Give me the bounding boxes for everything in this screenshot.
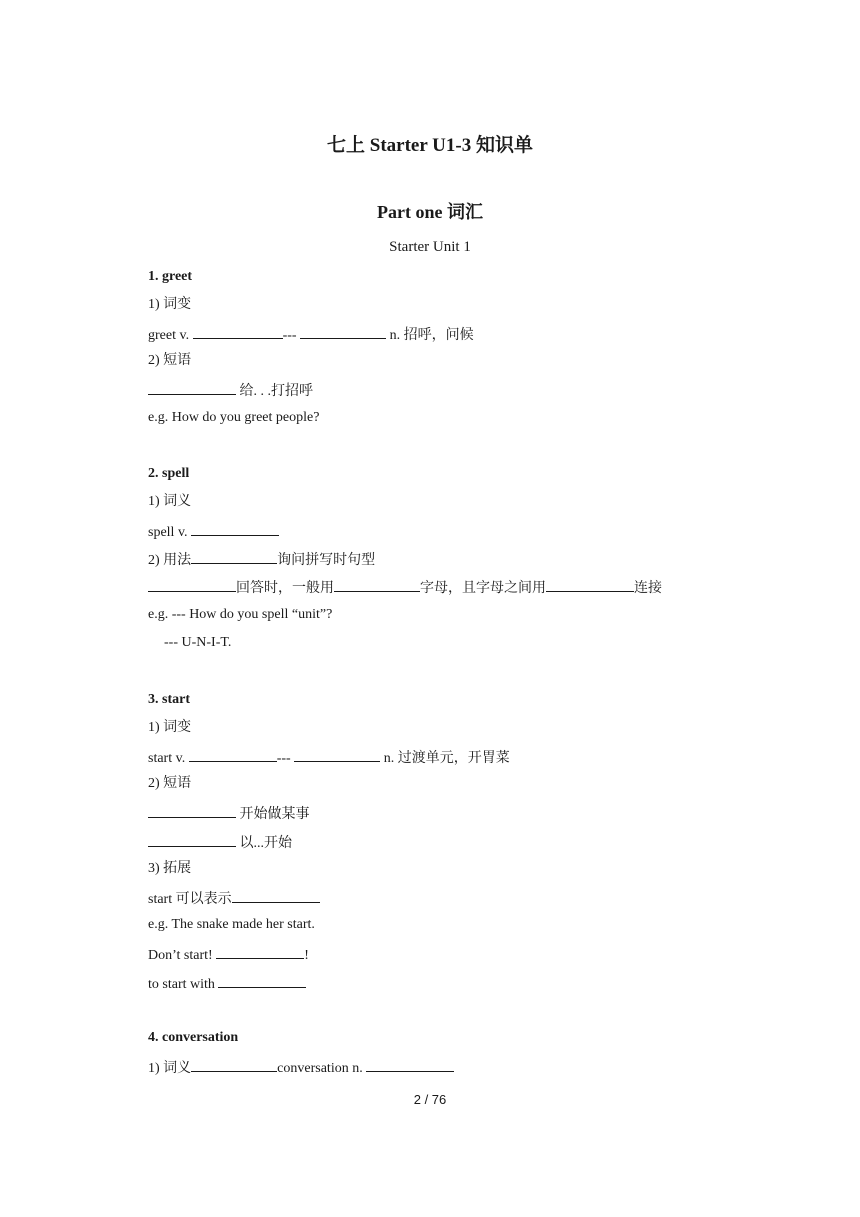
answer-blank[interactable] (148, 834, 236, 847)
subheading: 1) 词义 (148, 1061, 192, 1076)
answer-blank[interactable] (189, 749, 277, 762)
answer-blank[interactable] (191, 551, 277, 564)
separator: --- (276, 751, 291, 766)
answer-blank[interactable] (191, 523, 279, 536)
subheading: 2) 用法 (148, 553, 192, 568)
section-heading-greet: 1. greet (148, 269, 193, 284)
phrase-text: 以...开始 (239, 836, 292, 851)
phrase-line (148, 834, 292, 851)
word-form-line (148, 749, 510, 766)
example-answer: --- U-N-I-T. (164, 635, 232, 650)
example-sentence: e.g. --- How do you spell “unit”? (148, 607, 333, 622)
extension-line (148, 975, 306, 992)
separator: --- (282, 328, 297, 343)
line-label: greet v. (148, 328, 190, 343)
line-label: spell v. (148, 525, 188, 540)
answer-blank[interactable] (216, 946, 304, 959)
subheading: 3) 拓展 (148, 861, 192, 876)
section-heading-spell: 2. spell (148, 466, 190, 481)
line-text: 询问拼写时句型 (277, 553, 376, 568)
section-heading-start: 3. start (148, 692, 190, 707)
answer-blank[interactable] (232, 890, 320, 903)
answer-blank[interactable] (148, 579, 236, 592)
word-form-line (148, 326, 474, 343)
answer-blank[interactable] (193, 326, 283, 339)
answer-blank[interactable] (334, 579, 420, 592)
line-text: n. 过渡单元，开胃菜 (383, 751, 510, 766)
answer-blank[interactable] (148, 382, 236, 395)
line-text: 连接 (634, 581, 662, 596)
answer-blank[interactable] (218, 975, 306, 988)
line-text: n. 招呼，问候 (389, 328, 474, 343)
usage-line (148, 551, 375, 568)
line-label: start v. (148, 751, 186, 766)
subheading: 2) 短语 (148, 776, 192, 791)
line-text: Don’t start! (148, 948, 213, 963)
meaning-line (148, 1059, 454, 1076)
unit-heading: Starter Unit 1 (389, 239, 471, 255)
answer-blank[interactable] (366, 1059, 454, 1072)
extension-line (148, 890, 320, 907)
answer-blank[interactable] (300, 326, 386, 339)
meaning-line (148, 523, 279, 540)
answer-blank[interactable] (191, 1059, 277, 1072)
answer-blank[interactable] (148, 805, 236, 818)
answer-rule-line (148, 579, 662, 596)
line-text: ! (304, 948, 309, 963)
phrase-text: 给. . .打招呼 (239, 384, 313, 399)
example-sentence: e.g. The snake made her start. (148, 917, 315, 932)
line-text: 字母，且字母之间用 (420, 581, 546, 596)
page-number: 2 / 76 (413, 1092, 447, 1107)
example-sentence: e.g. How do you greet people? (148, 410, 320, 425)
phrase-text: 开始做某事 (239, 807, 310, 822)
answer-blank[interactable] (546, 579, 634, 592)
line-text: to start with (148, 977, 215, 992)
subheading: 1) 词变 (148, 297, 192, 312)
line-text: start 可以表示 (148, 892, 232, 907)
line-text: 回答时，一般用 (236, 581, 334, 596)
section-heading-conversation: 4. conversation (148, 1030, 239, 1045)
subheading: 1) 词变 (148, 720, 192, 735)
line-text: conversation n. (277, 1061, 363, 1076)
phrase-line (148, 805, 310, 822)
document-title: 七上 Starter U1-3 知识单 (327, 135, 533, 156)
subheading: 2) 短语 (148, 353, 192, 368)
subheading: 1) 词义 (148, 494, 192, 509)
phrase-line (148, 382, 313, 399)
answer-blank[interactable] (294, 749, 380, 762)
extension-line (148, 946, 309, 963)
part-heading: Part one 词汇 (377, 202, 483, 222)
